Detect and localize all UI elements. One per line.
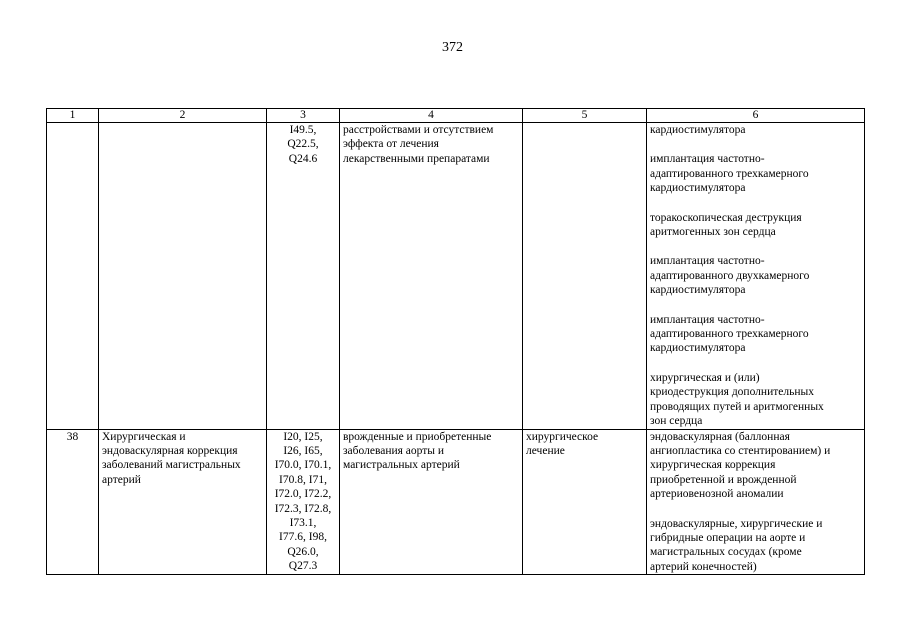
method-item — [650, 517, 861, 575]
cell-line: адаптированного трехкамерного — [650, 328, 809, 341]
method-item — [650, 254, 861, 297]
cell-line: заболеваний магистральных — [102, 459, 241, 472]
cell-line: кардиостимулятора — [650, 182, 746, 195]
treatment-methods-cell — [647, 123, 865, 430]
cell-line: Q24.6 — [288, 152, 318, 165]
table-header — [47, 109, 865, 123]
patient-model-cell — [340, 429, 523, 575]
cell-line: криодеструкция дополнительных — [650, 386, 814, 399]
cell-line: кардиостимулятора — [650, 342, 746, 355]
data-table — [46, 108, 865, 575]
cell-line: гибридные операции на аорте и — [650, 531, 806, 544]
cell-line: эндоваскулярные, хирургические и — [650, 517, 823, 530]
table-body — [47, 123, 865, 575]
cell-line: имплантация частотно- — [650, 313, 765, 326]
header-col-2: 2 — [99, 109, 267, 123]
cell-line: имплантация частотно- — [650, 255, 765, 268]
cell-line: расстройствами и отсутствием — [343, 124, 494, 136]
method-gap — [650, 137, 861, 152]
row-number-cell: 38 — [47, 429, 99, 575]
cell-line: I72.3, I72.8, — [274, 502, 332, 515]
icd-codes-cell — [267, 429, 340, 575]
header-col-5: 5 — [523, 109, 647, 123]
cell-line: врожденные и приобретенные — [343, 430, 492, 443]
treatment-methods-cell — [647, 429, 865, 575]
treatment-type-cell — [523, 123, 647, 430]
method-gap — [650, 356, 861, 371]
cell-line: кардиостимулятора — [650, 284, 746, 297]
header-row — [47, 109, 865, 123]
cell-line: хирургическая коррекция — [650, 459, 776, 472]
row-number-cell — [47, 123, 99, 430]
cell-line: аритмогенных зон сердца — [650, 226, 776, 239]
cell-line: эффекта от лечения — [343, 138, 439, 151]
method-item — [650, 371, 861, 429]
method-item — [650, 430, 861, 502]
cell-line: имплантация частотно- — [650, 153, 765, 166]
cell-line: зон сердца — [650, 415, 703, 428]
cell-line: Q26.0, — [287, 545, 319, 558]
cell-line: I26, I65, — [283, 444, 323, 457]
cell-line: I70.0, I70.1, — [274, 459, 332, 472]
cell-line: проводящих путей и аритмогенных — [650, 400, 824, 413]
cell-line: Q27.3 — [288, 560, 318, 573]
method-gap — [650, 502, 861, 517]
cell-line: лекарственными препаратами — [343, 152, 490, 165]
cell-line: I72.0, I72.2, — [274, 488, 332, 501]
header-col-1: 1 — [47, 109, 99, 123]
cell-line: I49.5, — [289, 124, 317, 136]
cell-line: I73.1, — [289, 516, 317, 529]
cell-line: I20, I25, — [283, 430, 323, 443]
cell-line: Q22.5, — [287, 138, 319, 151]
method-gap — [650, 298, 861, 313]
icd-codes-cell — [267, 123, 340, 430]
header-col-3: 3 — [267, 109, 340, 123]
table-row — [47, 123, 865, 430]
cell-line: Хирургическая и — [102, 430, 186, 443]
cell-line: торакоскопическая деструкция — [650, 211, 802, 224]
method-item — [650, 313, 861, 356]
method-item — [650, 152, 861, 195]
cell-line: эндоваскулярная (баллонная — [650, 430, 790, 443]
cell-line: ангиопластика со стентированием) и — [650, 444, 831, 457]
cell-line: артерий конечностей) — [650, 560, 757, 573]
cell-line: артерий — [102, 473, 141, 486]
method-gap — [650, 239, 861, 254]
cell-line: адаптированного трехкамерного — [650, 167, 809, 180]
cell-line: заболевания аорты и — [343, 444, 445, 457]
profile-name-cell — [99, 429, 267, 575]
cell-line: хирургическая и (или) — [650, 371, 760, 384]
cell-line: I70.8, I71, — [279, 473, 327, 486]
method-gap — [650, 196, 861, 211]
method-item — [650, 211, 861, 240]
table-row — [47, 429, 865, 575]
method-item — [650, 123, 861, 137]
cell-line: кардиостимулятора — [650, 124, 746, 136]
cell-line: хирургическое — [526, 430, 599, 443]
page-number: 372 — [442, 40, 463, 55]
cell-line: I77.6, I98, — [279, 531, 327, 544]
cell-line: приобретенной и врожденной — [650, 473, 797, 486]
cell-line: лечение — [526, 444, 565, 457]
profile-name-cell — [99, 123, 267, 430]
cell-line: магистральных сосудах (кроме — [650, 546, 802, 559]
cell-line: магистральных артерий — [343, 459, 460, 472]
cell-line: адаптированного двухкамерного — [650, 269, 810, 282]
header-col-6: 6 — [647, 109, 865, 123]
treatment-type-cell — [523, 429, 647, 575]
cell-line: артериовенозной аномалии — [650, 488, 784, 501]
patient-model-cell — [340, 123, 523, 430]
header-col-4: 4 — [340, 109, 523, 123]
cell-line: эндоваскулярная коррекция — [102, 444, 238, 457]
